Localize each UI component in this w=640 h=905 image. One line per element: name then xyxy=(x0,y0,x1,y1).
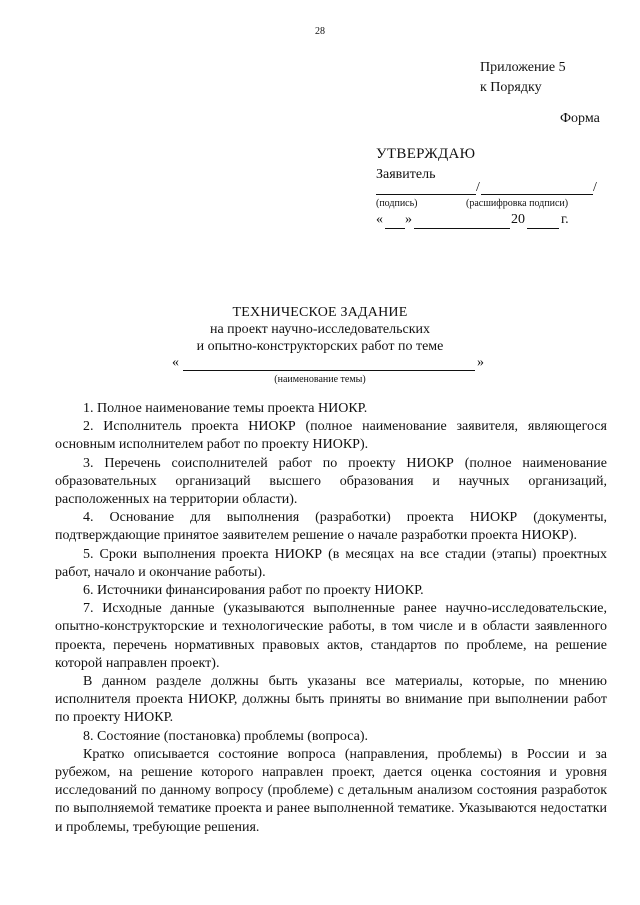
signature-caption: (подпись) xyxy=(376,198,418,209)
date-year-prefix: 20 xyxy=(511,212,525,227)
section-1: 1. Полное наименование темы проекта НИОКР. xyxy=(83,401,368,416)
topic-open-quote: « xyxy=(172,355,179,370)
signature-line xyxy=(376,194,476,195)
date-year-line xyxy=(527,228,559,229)
page-number: 28 xyxy=(315,26,325,37)
decoding-line xyxy=(481,194,593,195)
approval-title: УТВЕРЖДАЮ xyxy=(376,146,476,162)
topic-close-quote: » xyxy=(477,355,484,370)
section-2: 2. Исполнитель проекта НИОКР (полное наименование заявителя, являющегося основным исполнителем работ по проекту НИОКР). xyxy=(55,419,607,453)
date-month-line xyxy=(414,228,510,229)
appendix-reference xyxy=(480,58,566,98)
signature-slash-1: / xyxy=(476,180,480,195)
topic-line xyxy=(183,370,475,371)
document-title-block xyxy=(0,304,640,355)
section-3: 3. Перечень соисполнителей работ по проекту НИОКР (полное наименование образовательных организаций высшего образования и научных организаций, расположенных на территории области). xyxy=(55,455,607,508)
section-8: 8. Состояние (постановка) проблемы (вопроса). xyxy=(83,728,369,744)
document-title: ТЕХНИЧЕСКОЕ ЗАДАНИЕ xyxy=(232,305,408,320)
document-title-line-2: на проект научно-исследовательских xyxy=(209,322,431,337)
topic-caption: (наименование темы) xyxy=(274,374,366,385)
section-4: 4. Основание для выполнения (разработки) проекта НИОКР (документы, подтверждающие принятое заявителем решение о начале разработки проекта НИОКР). xyxy=(55,510,607,544)
section-8-description: Кратко описывается состояние вопроса (направления, проблемы) в России и за рубежом, на решение которого направлен проект, дается оценка состояния и уровня исследований по данному вопросу (проблеме) с детальным анализом состояния разработок по выполняемой тематике проекта и ранее выполненной тематике. Указываются недостатки и проблемы, требующие решения. xyxy=(55,746,607,835)
date-day-line xyxy=(385,228,405,229)
section-7-note: В данном разделе должны быть указаны все материалы, которые, по мнению исполнителя проекта НИОКР, должны быть приняты во внимание при выполнении работ по проекту НИОКР. xyxy=(55,674,607,726)
document-body xyxy=(55,400,607,837)
section-6: 6. Источники финансирования работ по проекту НИОКР. xyxy=(83,583,424,599)
form-label: Форма xyxy=(560,111,600,126)
approval-block xyxy=(376,146,475,183)
signature-slash-2: / xyxy=(593,180,597,195)
section-5: 5. Сроки выполнения проекта НИОКР (в месяцах на все стадии (этапы) проектных работ, начало и окончание работы). xyxy=(55,546,607,580)
approval-role: Заявитель xyxy=(376,167,436,182)
appendix-line-2: к Порядку xyxy=(480,80,542,95)
date-open-quote: « xyxy=(376,212,383,227)
appendix-line-1: Приложение 5 xyxy=(480,60,566,75)
date-year-suffix: г. xyxy=(561,212,569,227)
decoding-caption: (расшифровка подписи) xyxy=(466,198,569,209)
document-title-line-3: и опытно-конструкторских работ по теме xyxy=(196,339,444,354)
date-close-quote: » xyxy=(405,212,412,227)
section-7: 7. Исходные данные (указываются выполненные ранее научно-исследовательские, опытно-конструкторские и технологические работы, в том числе и в области заявленного проекта, перечень нормативных правовых актов, стандартов по проблеме, на решение которой направлен проект). xyxy=(55,601,607,671)
